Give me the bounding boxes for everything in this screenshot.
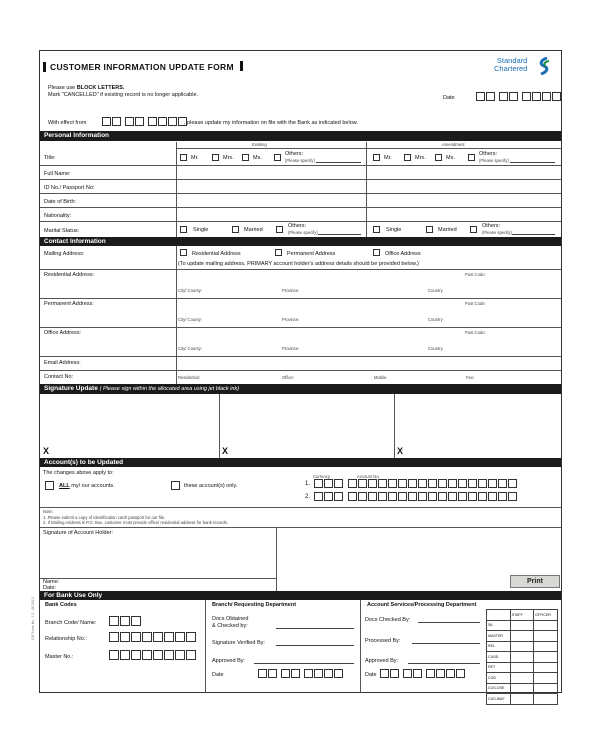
- sig-name-label: Name:: [43, 579, 60, 585]
- intro-line1: Please use BLOCK LETTERS.: [48, 85, 125, 91]
- note-item-2: 2. If Mailing Address is P.O. Box, customer must provide office/ residential address for bank records.: [43, 520, 229, 525]
- marital-others-label: Others:: [288, 223, 307, 229]
- title-ms-existing-checkbox[interactable]: [242, 154, 249, 161]
- amendment-label: Amendment: [442, 142, 465, 147]
- docs-obtained-label-1: Docs Obtained: [212, 616, 249, 622]
- branch-dept-title: Branch/ Requesting Department: [212, 602, 297, 608]
- title-others-amend-checkbox[interactable]: [468, 154, 475, 161]
- relationship-cells[interactable]: [109, 632, 197, 642]
- married-existing-checkbox[interactable]: [232, 226, 239, 233]
- intro-line2: Mark "CANCELLED" if existing record is no longer applicable.: [48, 92, 199, 98]
- office-label: Office Address:: [44, 330, 82, 336]
- residential-postcode: Post Code:: [465, 272, 486, 277]
- grid-cell[interactable]: [510, 620, 534, 631]
- office-country: Country: [428, 346, 443, 351]
- grid-cell[interactable]: [534, 673, 558, 684]
- title-mrs-label-2: Mrs.: [415, 155, 426, 161]
- account-row-2-cells[interactable]: [314, 492, 518, 501]
- marital-others-existing-checkbox[interactable]: [276, 226, 283, 233]
- effect-date-cells[interactable]: [102, 117, 188, 126]
- marital-please-specify: (Please specify): [288, 230, 318, 235]
- others-existing-line[interactable]: [316, 162, 361, 163]
- sig-verified-line[interactable]: [276, 645, 354, 646]
- form-title: [43, 61, 243, 72]
- applies-text: The changes above apply to:: [43, 470, 114, 476]
- marital-others-existing-line[interactable]: [318, 234, 361, 235]
- account-row-2-label: 2.: [305, 494, 311, 500]
- title-bar-icon: [240, 61, 243, 71]
- approved2-label: Approved By:: [365, 658, 399, 664]
- bank-codes-title: Bank Codes: [45, 602, 77, 608]
- grid-row-master: MASTER: [487, 631, 511, 642]
- accounts-header: Account(s) to be Updated: [40, 458, 561, 467]
- grid-cell[interactable]: [534, 631, 558, 642]
- print-button[interactable]: Print: [510, 575, 560, 588]
- field-marital: Marital Status:: [44, 228, 80, 234]
- contact-no-label: Contact No:: [44, 374, 74, 380]
- approved-label: Approved By:: [212, 658, 246, 664]
- phone-residential: Residential:: [178, 375, 200, 380]
- mailing-permanent-checkbox[interactable]: [275, 249, 282, 256]
- married-amend-checkbox[interactable]: [426, 226, 433, 233]
- title-others-label: Others:: [285, 151, 304, 157]
- residential-province: Province:: [282, 288, 300, 293]
- account-row-1-cells[interactable]: [314, 479, 518, 488]
- title-others-label-2: Others:: [479, 151, 498, 157]
- office-city: City/ County:: [178, 346, 202, 351]
- sig-date-label: Date:: [43, 585, 57, 591]
- side-form-code: CIF Form No. 1.2 - 06.2012: [31, 597, 35, 640]
- note-item-1: 1. Please submit a copy of identification card/ passport for our file.: [43, 515, 166, 520]
- account-holder-signature-box[interactable]: [40, 527, 277, 591]
- title-ms-label: Ms.: [253, 155, 262, 161]
- grid-cell[interactable]: [510, 683, 534, 694]
- title-mrs-existing-checkbox[interactable]: [212, 154, 219, 161]
- mailing-office-checkbox[interactable]: [373, 249, 380, 256]
- mailing-residential-label: Residential Address: [192, 251, 241, 257]
- marital-please-specify-2: (Please specify): [482, 230, 512, 235]
- processed-line[interactable]: [412, 643, 480, 644]
- title-mr-existing-checkbox[interactable]: [180, 154, 187, 161]
- field-dob: Date of Birth:: [44, 199, 77, 205]
- signature-mark-3[interactable]: X: [397, 446, 404, 456]
- title-ms-amend-checkbox[interactable]: [435, 154, 442, 161]
- staff-officer-grid: [486, 609, 558, 705]
- branch-code-cells[interactable]: [109, 616, 142, 626]
- mailing-permanent-label: Permanent Address: [287, 251, 336, 257]
- account-row-1-label: 1.: [305, 481, 311, 487]
- single-existing-checkbox[interactable]: [180, 226, 187, 233]
- grid-cell[interactable]: [534, 694, 558, 705]
- grid-row-cus-waf: CUS-WAF: [487, 694, 511, 705]
- married-label-2: Married: [438, 227, 457, 233]
- title-mr-label-2: Mr.: [384, 155, 392, 161]
- office-province: Province:: [282, 346, 300, 351]
- acct-dept-title: Account Services/Processing Department: [367, 602, 477, 608]
- docs-obtained-label-2: & Checked by:: [212, 623, 248, 629]
- phone-office: Office:: [282, 375, 295, 380]
- mailing-residential-checkbox[interactable]: [180, 249, 187, 256]
- account-no-label: Account No.: [357, 474, 380, 479]
- brand-line1: Standard: [496, 56, 528, 65]
- phone-mobile: Mobile:: [374, 375, 388, 380]
- mailing-office-label: Office Address: [385, 251, 421, 257]
- field-nationality: Nationality:: [44, 213, 72, 219]
- brand-line2: Chartered: [494, 64, 528, 73]
- these-accounts-checkbox[interactable]: [171, 481, 180, 490]
- master-cells[interactable]: [109, 650, 197, 660]
- relationship-label: Relationship No.:: [45, 636, 87, 642]
- please-specify-2: (Please specify): [479, 158, 509, 163]
- marital-others-amend-checkbox[interactable]: [470, 226, 477, 233]
- grid-cell[interactable]: [510, 631, 534, 642]
- acct-date-cells[interactable]: [380, 669, 466, 678]
- title-ms-label-2: Ms.: [446, 155, 455, 161]
- office-postcode: Post Code:: [465, 330, 486, 335]
- grid-row-ret: RET: [487, 662, 511, 673]
- permanent-label: Permanent Address:: [44, 301, 94, 307]
- branch-date-label: Date: [212, 672, 224, 678]
- personal-info-header: Personal Information: [40, 131, 561, 141]
- date-cells[interactable]: [476, 92, 562, 101]
- title-mr-amend-checkbox[interactable]: [373, 154, 380, 161]
- grid-row-cod: COD: [487, 673, 511, 684]
- docs-obtained-line[interactable]: [276, 628, 354, 629]
- single-label-2: Single: [386, 227, 402, 233]
- signature-mark-2[interactable]: X: [222, 446, 229, 456]
- mailing-label: Mailing Address:: [44, 251, 85, 257]
- grid-row-cusd: CUSD: [487, 652, 511, 663]
- field-title: Title:: [44, 155, 56, 161]
- grid-cell[interactable]: [534, 620, 558, 631]
- brand-logo: [494, 57, 527, 73]
- grid-cell[interactable]: [510, 641, 534, 652]
- single-label: Single: [193, 227, 209, 233]
- all-accounts-label: ALL my/ our accounts.: [59, 483, 115, 489]
- branch-date-cells[interactable]: [258, 669, 344, 678]
- note-label: Note:: [43, 509, 54, 514]
- grid-cell[interactable]: [510, 694, 534, 705]
- grid-cell[interactable]: [534, 652, 558, 663]
- docs-checked-line[interactable]: [418, 622, 480, 623]
- sig-holder-label: Signature of Account Holder:: [43, 530, 114, 536]
- grid-cell[interactable]: [510, 652, 534, 663]
- field-id: ID No./ Passport No:: [44, 185, 95, 191]
- grid-row-sil: SIL: [487, 620, 511, 631]
- signature-note: ( Please sign within the allocated area using jet black ink): [99, 386, 240, 392]
- married-label: Married: [244, 227, 263, 233]
- signature-mark-1[interactable]: X: [43, 446, 50, 456]
- these-accounts-label: these account(s) only.: [184, 483, 238, 489]
- docs-checked-label: Docs Checked By:: [365, 617, 411, 623]
- grid-row-cus-ose: CUS-OSE: [487, 683, 511, 694]
- mailing-note: (To update mailing address, PRIMARY account holder's address details should be provided below.): [178, 261, 419, 267]
- grid-cell[interactable]: [534, 662, 558, 673]
- permanent-country: Country: [428, 317, 443, 322]
- grid-cell[interactable]: [534, 641, 558, 652]
- bank-use-header: For Bank Use Only: [40, 591, 561, 600]
- grid-row-rel: REL: [487, 641, 511, 652]
- grid-cell[interactable]: [510, 673, 534, 684]
- approved2-line[interactable]: [408, 663, 480, 664]
- contact-info-header: Contact Information: [40, 237, 561, 246]
- existing-label: Existing: [252, 142, 267, 147]
- phone-fax: Fax:: [466, 375, 475, 380]
- grid-cell[interactable]: [534, 683, 558, 694]
- others-amend-line[interactable]: [510, 162, 555, 163]
- effect-label: With effect from: [48, 120, 87, 126]
- branch-code-label: Branch Code/ Name:: [45, 620, 97, 626]
- single-amend-checkbox[interactable]: [373, 226, 380, 233]
- title-mr-label: Mr.: [191, 155, 199, 161]
- field-full-name: Full Name:: [44, 171, 71, 177]
- email-label: Email Address:: [44, 360, 81, 366]
- marital-others-amend-line[interactable]: [512, 234, 555, 235]
- permanent-city: City/ County:: [178, 317, 202, 322]
- effect-suffix: , please update my information on file with the Bank as indicated below.: [184, 120, 358, 126]
- permanent-postcode: Post Code:: [465, 301, 486, 306]
- brand-swirl-icon: [537, 57, 551, 75]
- processed-label: Processed By:: [365, 638, 401, 644]
- please-specify: (Please specify): [285, 158, 315, 163]
- signature-section-title: Signature Update: [44, 385, 98, 392]
- residential-label: Residential Address:: [44, 272, 95, 278]
- title-others-existing-checkbox[interactable]: [274, 154, 281, 161]
- currency-label: Currency: [313, 474, 330, 479]
- residential-city: City/ County:: [178, 288, 202, 293]
- title-text: CUSTOMER INFORMATION UPDATE FORM: [43, 62, 234, 72]
- residential-country: Country: [428, 288, 443, 293]
- title-mrs-label: Mrs.: [223, 155, 234, 161]
- master-label: Master No.:: [45, 654, 74, 660]
- date-label: Date: [443, 95, 455, 101]
- approved-line[interactable]: [254, 663, 354, 664]
- acct-date-label: Date: [365, 672, 377, 678]
- signature-update-header: [40, 384, 561, 394]
- grid-cell[interactable]: [510, 662, 534, 673]
- grid-col-officer: OFFICER: [534, 610, 558, 621]
- sig-verified-label: Signature Verified By:: [212, 640, 265, 646]
- form-page: [39, 50, 562, 701]
- marital-others-label-2: Others:: [482, 223, 501, 229]
- grid-col-staff: STAFF: [510, 610, 534, 621]
- title-mrs-amend-checkbox[interactable]: [404, 154, 411, 161]
- permanent-province: Province:: [282, 317, 300, 322]
- all-accounts-checkbox[interactable]: [45, 481, 54, 490]
